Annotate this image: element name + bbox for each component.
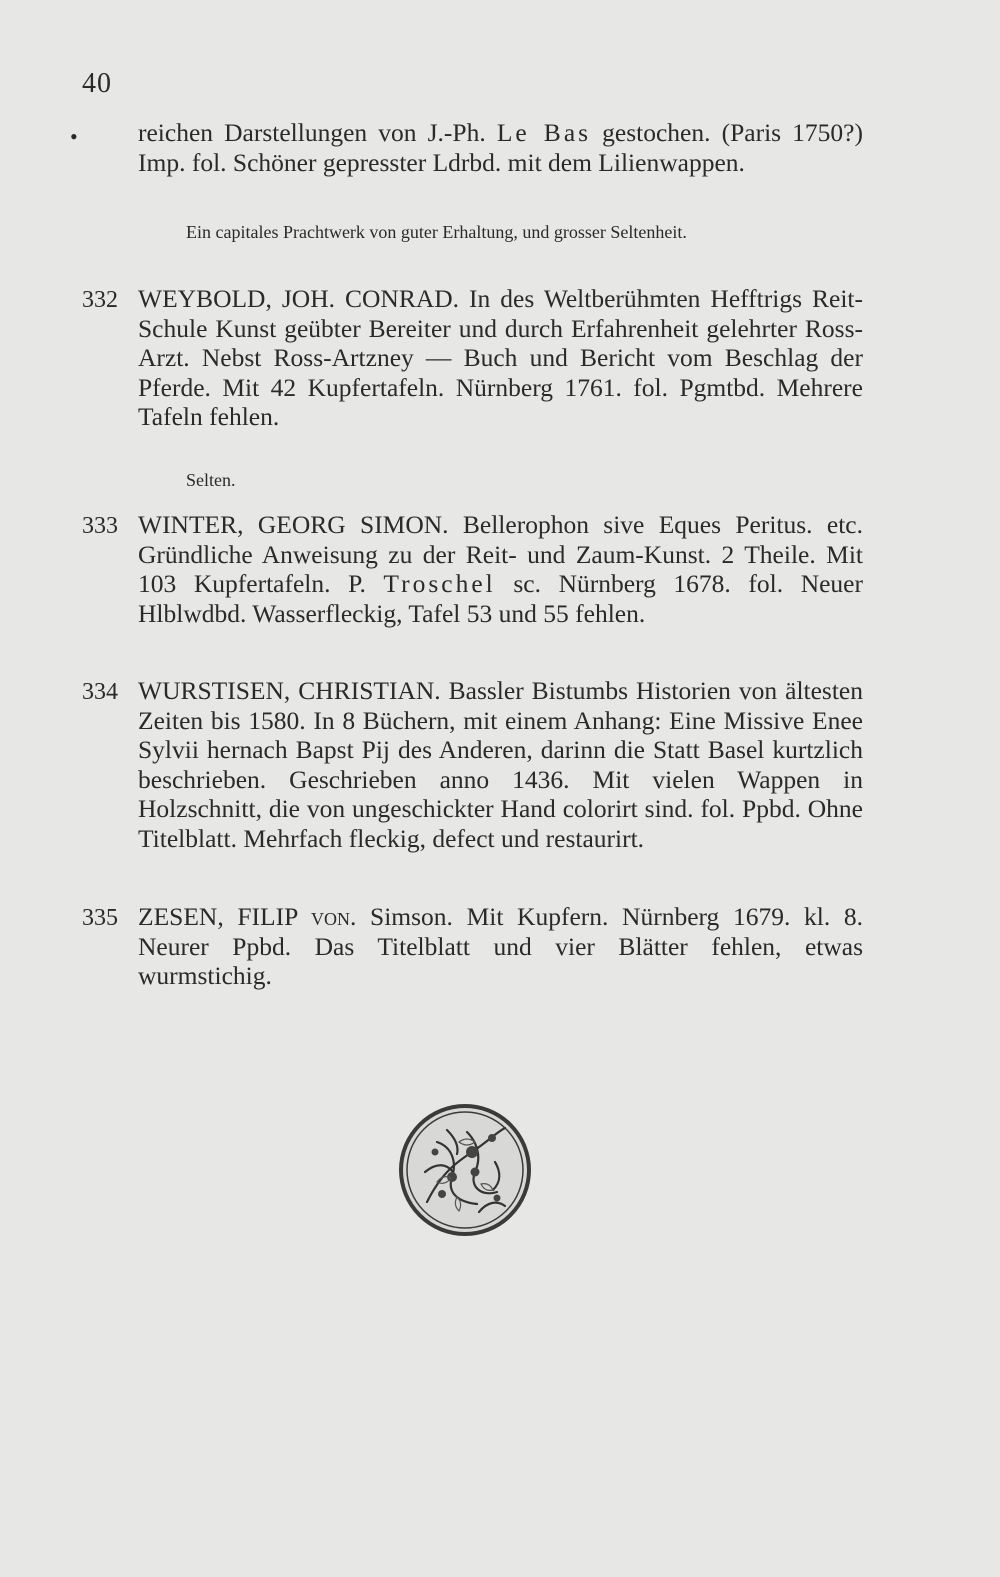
entry-body <box>138 676 863 853</box>
entry-author: WINTER, GEORG SIMON. <box>138 510 449 539</box>
engraver-name: Troschel <box>383 569 496 598</box>
entry-author: WURSTISEN, CHRISTIAN. <box>138 676 441 705</box>
continuation-text-c: gestochen. (Paris 1750?) Imp. fol. Schöner gepresster Ldrbd. mit dem Lilienwappen. <box>138 118 863 177</box>
entry-text-c: sc. Nürnberg 1678. fol. Neuer Hlblwdbd. Wasserfleckig, Tafel 53 und 55 fehlen. <box>138 569 863 628</box>
entry-text: In des Weltberühmten Hefftrigs Reit-Schule Kunst geübter Bereiter und durch Erfahrenheit gelehrter Ross-Arzt. Nebst Ross-Artzney — Buch und Bericht vom Beschlag der Pferde. Mit 42 Kupfertafeln. Nürnberg 1761. fol. Pgmtbd. Mehrere Tafeln fehlen. <box>138 284 863 431</box>
entry-number: 332 <box>82 287 118 313</box>
continuation-text <box>138 118 863 177</box>
entry-author: ZESEN, FILIP <box>138 902 311 931</box>
entry-author: WEYBOLD, JOH. CONRAD. <box>138 284 460 313</box>
continuation-text-a: reichen Darstellungen von J.-Ph. <box>138 118 497 147</box>
bullet-mark: • <box>70 124 78 149</box>
engraver-name: Le Bas <box>496 118 592 147</box>
continuation-note: Ein capitales Prachtwerk von guter Erhaltung, und grosser Seltenheit. <box>186 222 687 242</box>
entry-number: 334 <box>82 679 118 705</box>
entry-body <box>138 510 863 628</box>
entry-author-particle: von <box>310 902 350 931</box>
entry-number: 335 <box>82 905 118 931</box>
entry-note: Selten. <box>186 470 236 490</box>
entry-text: . Simson. Mit Kupfern. Nürnberg 1679. kl. 8. Neurer Ppbd. Das Titelblatt und vier Blätter fehlen, etwas wurmstichig. <box>138 902 863 990</box>
entry-body <box>138 284 863 432</box>
entry-text: Bassler Bistumbs Historien von ältesten Zeiten bis 1580. In 8 Büchern, mit einem Anhang: Eine Missive Enee Sylvii hernach Bapst Pij des Anderen, darinn die Statt Basel kurtzlich beschrieben. Geschrieben anno 1436. Mit vielen Wappen in Holzschnitt, die von ungeschickter Hand colorirt sind. fol. Ppbd. Ohne Titelblatt. Mehrfach fleckig, defect und restaurirt. <box>138 676 864 853</box>
page-number: 40 <box>82 68 112 99</box>
floral-roundel-icon <box>397 1102 533 1238</box>
entry-body <box>138 902 863 991</box>
entry-text-a: Bellerophon sive Eques Peritus. etc. Gründliche Anweisung zu der Reit- und Zaum-Kunst. 2 Theile. Mit 103 Kupfertafeln. P. <box>138 510 863 598</box>
entry-number: 333 <box>82 513 118 539</box>
